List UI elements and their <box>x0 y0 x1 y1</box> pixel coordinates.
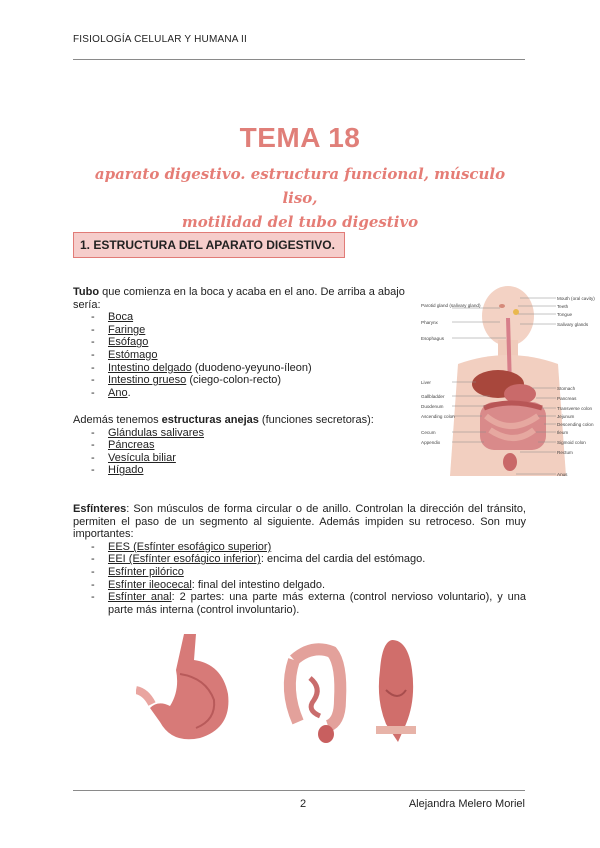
page-subtitle <box>90 162 510 234</box>
figure-label: Cecum <box>421 430 436 435</box>
author-name: Alejandra Melero Moriel <box>408 798 525 810</box>
anejas-list <box>73 427 413 477</box>
list-item: - Glándulas salivares <box>91 427 413 440</box>
section-heading: 1. ESTRUCTURA DEL APARATO DIGESTIVO. <box>73 232 345 258</box>
figure-label: Anus <box>557 472 568 477</box>
sphincter-figures <box>136 630 436 752</box>
anejas-block <box>73 414 413 477</box>
list-item: - EES (Esfínter esofágico superior) <box>91 541 526 554</box>
esfinteres-block <box>73 503 526 616</box>
figure-label: Descending colon <box>557 422 594 427</box>
list-item: - Intestino grueso (ciego-colon-recto) <box>91 374 413 387</box>
list-item: - Hígado <box>91 464 413 477</box>
header-rule <box>73 59 525 60</box>
figure-label: Appendix <box>421 440 441 445</box>
list-item: - Ano. <box>91 387 413 400</box>
tubo-bold: Tubo <box>73 286 100 298</box>
tubo-block <box>73 286 413 399</box>
figure-label: Sigmoid colon <box>557 440 586 445</box>
rectum-illustration <box>376 640 416 742</box>
figure-label: Ascending colon <box>421 414 455 419</box>
subtitle-line-2: motilidad del tubo digestivo <box>181 213 419 231</box>
esfinteres-intro: Esfínteres: Son músculos de forma circular o de anillo. Controlan la dirección del tránsito, permiten el paso de un segmento al siguiente. Además impiden su retroceso. Son muy importantes: <box>73 503 526 541</box>
footer-rule <box>73 790 525 791</box>
subtitle-line-1: aparato digestivo. estructura funcional, músculo liso, <box>94 165 506 207</box>
running-header: FISIOLOGÍA CELULAR Y HUMANA II <box>73 34 248 45</box>
figure-label: Teeth <box>557 304 569 309</box>
list-item: - Esfínter pilórico <box>91 566 526 579</box>
list-item: - Boca <box>91 311 413 324</box>
figure-label: Esophagus <box>421 336 444 341</box>
intestine-illustration <box>290 649 341 743</box>
list-item: - EEI (Esfínter esofágico inferior): encima del cardia del estómago. <box>91 553 526 566</box>
figure-label: Rectum <box>557 450 573 455</box>
figure-label: Duodenum <box>421 404 444 409</box>
figure-label: Tongue <box>557 312 573 317</box>
page-title: TEMA 18 <box>239 122 361 153</box>
anejas-intro: Además tenemos estructuras anejas (funciones secretoras): <box>73 414 374 426</box>
esfinteres-list <box>73 541 526 617</box>
list-item: - Páncreas <box>91 439 413 452</box>
list-item: - Intestino delgado (duodeno-yeyuno-íleon) <box>91 362 413 375</box>
list-item: - Vesícula biliar <box>91 452 413 465</box>
figure-label: Pancreas <box>557 396 577 401</box>
stomach-illustration <box>136 634 228 739</box>
list-item: - Esfínter ileocecal: final del intestino delgado. <box>91 579 526 592</box>
list-item: - Estómago <box>91 349 413 362</box>
page-number: 2 <box>300 798 307 810</box>
list-item: - Faringe <box>91 324 413 337</box>
figure-label: Jejunum <box>557 414 575 419</box>
figure-label: Parotid gland (salivary gland) <box>421 303 481 308</box>
list-item: - Esfínter anal: 2 partes: una parte más externa (control nervioso voluntario), y una parte más interna (control involuntario). <box>91 591 526 616</box>
figure-label: Liver <box>421 380 431 385</box>
figure-label: Gallbladder <box>421 394 445 399</box>
figure-label: Ileum <box>557 430 569 435</box>
figure-label: Stomach <box>557 386 576 391</box>
digestive-system-figure <box>420 276 596 484</box>
tubo-intro <box>73 286 413 311</box>
figure-label: Salivary glands <box>557 322 589 327</box>
tubo-text: que comienza en la boca y acaba en el ano. De arriba a abajo sería: <box>73 286 405 311</box>
tubo-list <box>73 311 413 399</box>
figure-label: Pharynx <box>421 320 438 325</box>
figure-label: Mouth (oral cavity) <box>557 296 595 301</box>
figure-label: Transverse colon <box>557 406 593 411</box>
list-item: - Esófago <box>91 336 413 349</box>
